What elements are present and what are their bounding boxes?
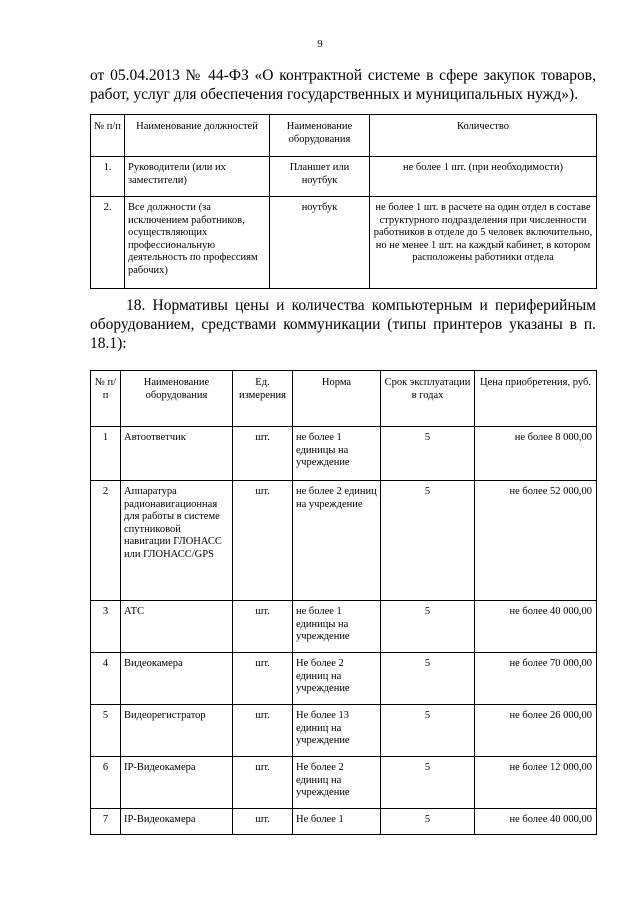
cell-number: 2 — [91, 481, 121, 601]
table-row — [91, 601, 597, 653]
cell-service-life: 5 — [381, 705, 475, 757]
column-header-number: № п/п — [91, 371, 121, 427]
column-header-norm: Норма — [293, 371, 381, 427]
table-row — [91, 757, 597, 809]
cell-norm: Не более 2 единиц на учреждение — [293, 653, 381, 705]
cell-service-life: 5 — [381, 809, 475, 835]
cell-price: не более 8 000,00 — [475, 427, 597, 481]
column-header-quantity: Количество — [370, 115, 597, 157]
cell-norm: не более 2 единиц на учреждение — [293, 481, 381, 601]
cell-number: 6 — [91, 757, 121, 809]
cell-equipment: Планшет или ноутбук — [270, 157, 370, 197]
cell-number: 2. — [91, 197, 125, 289]
cell-equipment: ноутбук — [270, 197, 370, 289]
cell-equipment-name: IP-Видеокамера — [121, 809, 233, 835]
section-paragraph: 18. Нормативы цены и количества компьютерным и периферийным оборудованием, средствами коммуникации (типы принтеров указаны в п. 18.1): — [90, 297, 596, 352]
cell-norm: не более 1 единицы на учреждение — [293, 427, 381, 481]
table-row — [91, 197, 597, 289]
cell-number: 1. — [91, 157, 125, 197]
column-header-number: № п/п — [91, 115, 125, 157]
column-header-equipment-name: Наименование оборудования — [121, 371, 233, 427]
cell-unit: шт. — [233, 705, 293, 757]
cell-quantity: не более 1 шт. в расчете на один отдел в составе структурного подразделения при численности работников в отделе до 5 человек включительно, но не менее 1 шт. на каждый кабинет, в котором расположены работники отдела — [370, 197, 597, 289]
cell-price: не более 40 000,00 — [475, 809, 597, 835]
table-row — [91, 653, 597, 705]
cell-price: не более 70 000,00 — [475, 653, 597, 705]
cell-equipment-name: Автоответчик — [121, 427, 233, 481]
cell-number: 4 — [91, 653, 121, 705]
cell-norm: Не более 2 единиц на учреждение — [293, 757, 381, 809]
cell-price: не более 12 000,00 — [475, 757, 597, 809]
column-header-position: Наименование должностей — [125, 115, 270, 157]
column-header-equipment: Наименование оборудования — [270, 115, 370, 157]
cell-norm: не более 1 единицы на учреждение — [293, 601, 381, 653]
cell-norm: Не более 1 — [293, 809, 381, 835]
cell-service-life: 5 — [381, 427, 475, 481]
cell-unit: шт. — [233, 481, 293, 601]
cell-unit: шт. — [233, 653, 293, 705]
positions-equipment-table — [90, 114, 597, 289]
cell-unit: шт. — [233, 427, 293, 481]
cell-price: не более 26 000,00 — [475, 705, 597, 757]
cell-unit: шт. — [233, 601, 293, 653]
cell-number: 3 — [91, 601, 121, 653]
equipment-norms-table — [90, 370, 597, 835]
column-header-price: Цена приобретения, руб. — [475, 371, 597, 427]
cell-service-life: 5 — [381, 653, 475, 705]
cell-service-life: 5 — [381, 481, 475, 601]
cell-number: 1 — [91, 427, 121, 481]
table-row — [91, 481, 597, 601]
cell-service-life: 5 — [381, 757, 475, 809]
page-number: 9 — [317, 38, 323, 50]
intro-paragraph: от 05.04.2013 № 44-ФЗ «О контрактной системе в сфере закупок товаров, работ, услуг для обеспечения государственных и муниципальных нужд»). — [90, 67, 596, 103]
cell-norm: Не более 13 единиц на учреждение — [293, 705, 381, 757]
cell-price: не более 40 000,00 — [475, 601, 597, 653]
cell-service-life: 5 — [381, 601, 475, 653]
cell-equipment-name: АТС — [121, 601, 233, 653]
cell-unit: шт. — [233, 809, 293, 835]
column-header-unit: Ед. измерения — [233, 371, 293, 427]
column-header-service-life: Срок эксплуатации в годах — [381, 371, 475, 427]
cell-position: Руководители (или их заместители) — [125, 157, 270, 197]
cell-number: 7 — [91, 809, 121, 835]
table-row — [91, 157, 597, 197]
cell-price: не более 52 000,00 — [475, 481, 597, 601]
cell-equipment-name: Видеокамера — [121, 653, 233, 705]
cell-quantity: не более 1 шт. (при необходимости) — [370, 157, 597, 197]
cell-equipment-name: Видеорегистратор — [121, 705, 233, 757]
cell-equipment-name: Аппаратура радионавигационная для работы в системе спутниковой навигации ГЛОНАСС или ГЛОНАСС/GPS — [121, 481, 233, 601]
cell-equipment-name: IP-Видеокамера — [121, 757, 233, 809]
cell-number: 5 — [91, 705, 121, 757]
cell-unit: шт. — [233, 757, 293, 809]
table-row — [91, 427, 597, 481]
cell-position: Все должности (за исключением работников, осуществляющих профессиональную деятельность по профессиям рабочих) — [125, 197, 270, 289]
table-row — [91, 809, 597, 835]
table-row — [91, 705, 597, 757]
